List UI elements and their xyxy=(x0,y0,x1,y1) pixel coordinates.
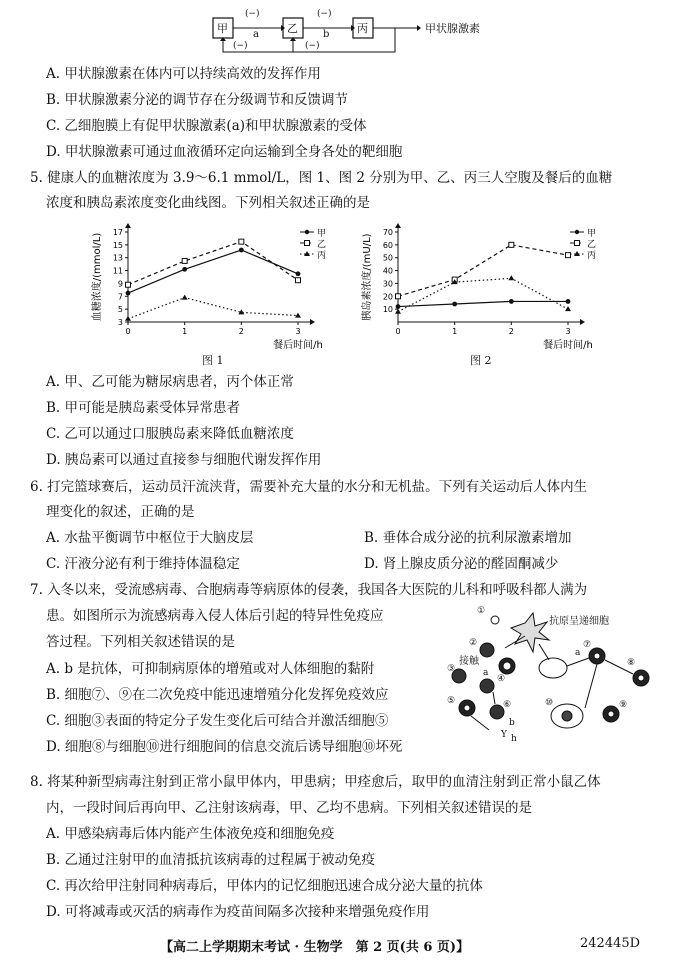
data-point xyxy=(182,295,188,300)
y-tick-label: 3 xyxy=(117,318,123,327)
data-point xyxy=(295,313,301,318)
label-4: ④ xyxy=(497,674,506,684)
q8-option-a: A. 甲感染病毒后体内能产生体液免疫和细胞免疫 xyxy=(46,826,335,842)
q8-stem-2: 内，一段时间后再向甲、乙注射该病毒，甲、乙均不患病。下列相关叙述错误的是 xyxy=(46,800,532,816)
chart-blood-glucose xyxy=(88,222,338,352)
arrow-label-1: (−) xyxy=(245,9,260,19)
letter-y: Y xyxy=(501,730,507,740)
y-tick-label: 60 xyxy=(382,240,393,250)
q5-stem-2: 浓度和胰岛素浓度变化曲线图。下列相关叙述正确的是 xyxy=(46,195,370,211)
q7-option-c: C. 细胞③表面的特定分子发生变化后可结合并激活细胞⑤ xyxy=(46,713,389,729)
x-tick-label: 3 xyxy=(565,327,571,336)
series-line-0 xyxy=(398,301,568,306)
label-2: ② xyxy=(469,638,478,648)
legend-label-0: 甲 xyxy=(317,229,327,239)
letter-b: b xyxy=(509,718,515,728)
q7-option-d: D. 细胞⑧与细胞⑩进行细胞间的信息交流后诱导细胞⑩坏死 xyxy=(46,739,403,755)
apc-cell xyxy=(511,613,549,652)
y-axis-label: 胰岛素浓度/(mU/L) xyxy=(362,233,373,321)
label-9: ⑨ xyxy=(619,700,628,710)
label-6: ⑥ xyxy=(503,700,512,710)
data-point xyxy=(396,294,401,299)
chart-insulin xyxy=(358,222,608,352)
label-10: ⑩ xyxy=(545,698,554,708)
q4-option-c: C. 乙细胞膜上有促甲状腺激素(a)和甲状腺激素的受体 xyxy=(46,118,367,134)
q5-option-a: A. 甲、乙可能为糖尿病患者，丙个体正常 xyxy=(46,374,294,390)
x-tick-label: 2 xyxy=(508,327,514,336)
y-axis-arrow xyxy=(125,223,131,228)
data-point xyxy=(565,306,571,311)
q4-option-b: B. 甲状腺激素分泌的调节存在分级调节和反馈调节 xyxy=(46,92,349,108)
data-point xyxy=(509,242,514,247)
legend-label-2: 丙 xyxy=(587,251,597,261)
arrow-label-b: b xyxy=(323,29,330,40)
q7-stem-2: 患。如图所示为流感病毒入侵人体后引起的特异性免疫应 xyxy=(46,608,384,624)
y-tick-label: 30 xyxy=(382,279,393,289)
pathogen xyxy=(491,616,499,624)
q8-stem-1: 8. 将某种新型病毒注射到正常小鼠甲体内，甲患病；甲痊愈后，取甲的血清注射到正常小鼠乙体 xyxy=(30,774,601,790)
y-tick-label: 5 xyxy=(117,305,123,315)
immune-cells-illustration xyxy=(445,608,660,748)
q4-option-d: D. 甲状腺激素可通过血液循环定向运输到全身各处的靶细胞 xyxy=(46,144,403,160)
label-8: ⑧ xyxy=(627,658,636,668)
q6-option-a: A. 水盐平衡调节中枢位于大脑皮层 xyxy=(46,530,254,546)
x-axis-arrow xyxy=(580,319,585,325)
q6-stem-1: 6. 打完篮球赛后，运动员汗流浃背，需要补充大量的水分和无机盐。下列有关运动后人体内生 xyxy=(30,479,588,495)
q4-option-a: A. 甲状腺激素在体内可以持续高效的发挥作用 xyxy=(46,66,321,82)
letter-a2: a xyxy=(575,648,581,658)
data-point xyxy=(239,248,244,253)
q5-option-c: C. 乙可以通过口服胰岛素来降低血糖浓度 xyxy=(46,426,294,442)
q6-stem-2: 理变化的叙述，正确的是 xyxy=(46,504,195,520)
q7-option-a: A. b 是抗体，可抑制病原体的增殖或对人体细胞的黏附 xyxy=(46,661,375,677)
page-footer: 【高二上学期期末考试 · 生物学 第 2 页(共 6 页)】 xyxy=(160,940,470,955)
data-point xyxy=(182,258,187,263)
data-point xyxy=(126,282,131,287)
series-line-2 xyxy=(128,298,298,319)
immune-response-diagram xyxy=(445,608,660,748)
q6-option-d: D. 肾上腺皮质分泌的醛固酮减少 xyxy=(364,556,559,572)
x-tick-label: 1 xyxy=(182,327,188,336)
series-line-0 xyxy=(128,250,298,293)
letter-a1: a xyxy=(483,668,489,678)
data-point xyxy=(182,267,187,272)
data-point xyxy=(509,299,514,304)
letter-h: h xyxy=(511,734,517,744)
q8-option-c: C. 再次给甲注射同种病毒后，甲体内的记忆细胞迅速合成分泌大量的抗体 xyxy=(46,878,483,894)
legend-marker xyxy=(305,241,310,246)
data-point xyxy=(296,278,301,283)
x-axis-label: 餐后时间/h xyxy=(543,340,593,351)
q5-option-b: B. 甲可能是胰岛素受体异常患者 xyxy=(46,400,241,416)
x-axis-label: 餐后时间/h xyxy=(273,340,323,351)
contact-label: 接触 xyxy=(459,656,479,667)
series-line-1 xyxy=(398,245,568,296)
y-axis-arrow xyxy=(395,223,401,228)
y-tick-label: 13 xyxy=(112,253,123,263)
legend-marker xyxy=(575,230,579,234)
output-label: 甲状腺激素 xyxy=(425,22,480,35)
y-tick-label: 70 xyxy=(382,228,393,237)
y-tick-label: 10 xyxy=(382,305,393,315)
legend-label-1: 乙 xyxy=(587,240,597,250)
y-tick-label: 9 xyxy=(117,279,123,289)
data-point xyxy=(452,302,457,307)
label-1: ① xyxy=(477,606,486,616)
data-point xyxy=(566,299,571,304)
y-tick-label: 11 xyxy=(112,266,123,276)
apc-label: 抗原呈递细胞 xyxy=(549,616,609,627)
y-tick-label: 50 xyxy=(382,253,393,263)
x-tick-label: 2 xyxy=(238,327,244,336)
q7-stem-3: 答过程。下列相关叙述错误的是 xyxy=(46,634,235,650)
y-tick-label: 15 xyxy=(112,240,123,250)
q5-option-d: D. 胰岛素可以通过直接参与细胞代谢发挥作用 xyxy=(46,452,322,468)
arrow-label-4: (−) xyxy=(305,41,320,51)
data-point xyxy=(566,253,571,258)
arrow-label-2: (−) xyxy=(317,9,332,19)
label-7: ⑦ xyxy=(583,640,592,650)
x-tick-label: 1 xyxy=(452,327,458,336)
legend-label-0: 甲 xyxy=(587,229,597,239)
arrow-label-3: (−) xyxy=(233,41,248,51)
label-5: ⑤ xyxy=(447,696,456,706)
legend-marker xyxy=(575,241,580,246)
y-tick-label: 40 xyxy=(382,266,393,276)
q8-option-b: B. 乙通过注射甲的血清抵抗该病毒的过程属于被动免疫 xyxy=(46,852,376,868)
data-point xyxy=(396,304,401,309)
node-jia: 甲 xyxy=(217,22,228,35)
data-point xyxy=(296,271,301,276)
chart1-caption: 图 1 xyxy=(202,354,224,367)
chart2-caption: 图 2 xyxy=(470,354,492,367)
data-point xyxy=(508,275,514,280)
q8-option-d: D. 可将减毒或灭活的病毒作为疫苗间隔多次接种来增强免疫作用 xyxy=(46,904,430,920)
q6-option-c: C. 汗液分泌有利于维持体温稳定 xyxy=(46,556,240,572)
legend-label-1: 乙 xyxy=(317,240,327,250)
data-point xyxy=(125,316,131,321)
arrow-label-a: a xyxy=(253,29,259,40)
legend-label-2: 丙 xyxy=(317,251,327,261)
legend-marker xyxy=(305,230,309,234)
y-axis-label: 血糖浓度/(mmol/L) xyxy=(92,232,103,322)
q5-stem-1: 5. 健康人的血糖浓度为 3.9～6.1 mmol/L，图 1、图 2 分别为甲、乙、丙三人空腹及餐后的血糖 xyxy=(30,170,613,186)
q6-option-b: B. 垂体合成分泌的抗利尿激素增加 xyxy=(364,530,572,546)
paper-code: 242445D xyxy=(580,936,641,951)
series-line-2 xyxy=(398,278,568,311)
x-tick-label: 0 xyxy=(125,327,131,336)
node-bing: 丙 xyxy=(357,22,368,35)
q7-option-b: B. 细胞⑦、⑨在二次免疫中能迅速增殖分化发挥免疫效应 xyxy=(46,687,389,703)
y-tick-label: 20 xyxy=(382,292,393,302)
data-point xyxy=(126,291,131,296)
y-tick-label: 17 xyxy=(112,228,123,237)
q7-stem-1: 7. 入冬以来，受流感病毒、合胞病毒等病原体的侵袭，我国各大医院的儿科和呼吸科都人满为 xyxy=(30,582,588,598)
y-tick-label: 7 xyxy=(117,292,123,302)
x-tick-label: 3 xyxy=(295,327,301,336)
label-3: ③ xyxy=(447,664,456,674)
x-axis-arrow xyxy=(310,319,315,325)
hormone-regulation-diagram xyxy=(205,8,505,60)
node-yi: 乙 xyxy=(287,22,298,35)
data-point xyxy=(239,239,244,244)
x-tick-label: 0 xyxy=(395,327,401,336)
